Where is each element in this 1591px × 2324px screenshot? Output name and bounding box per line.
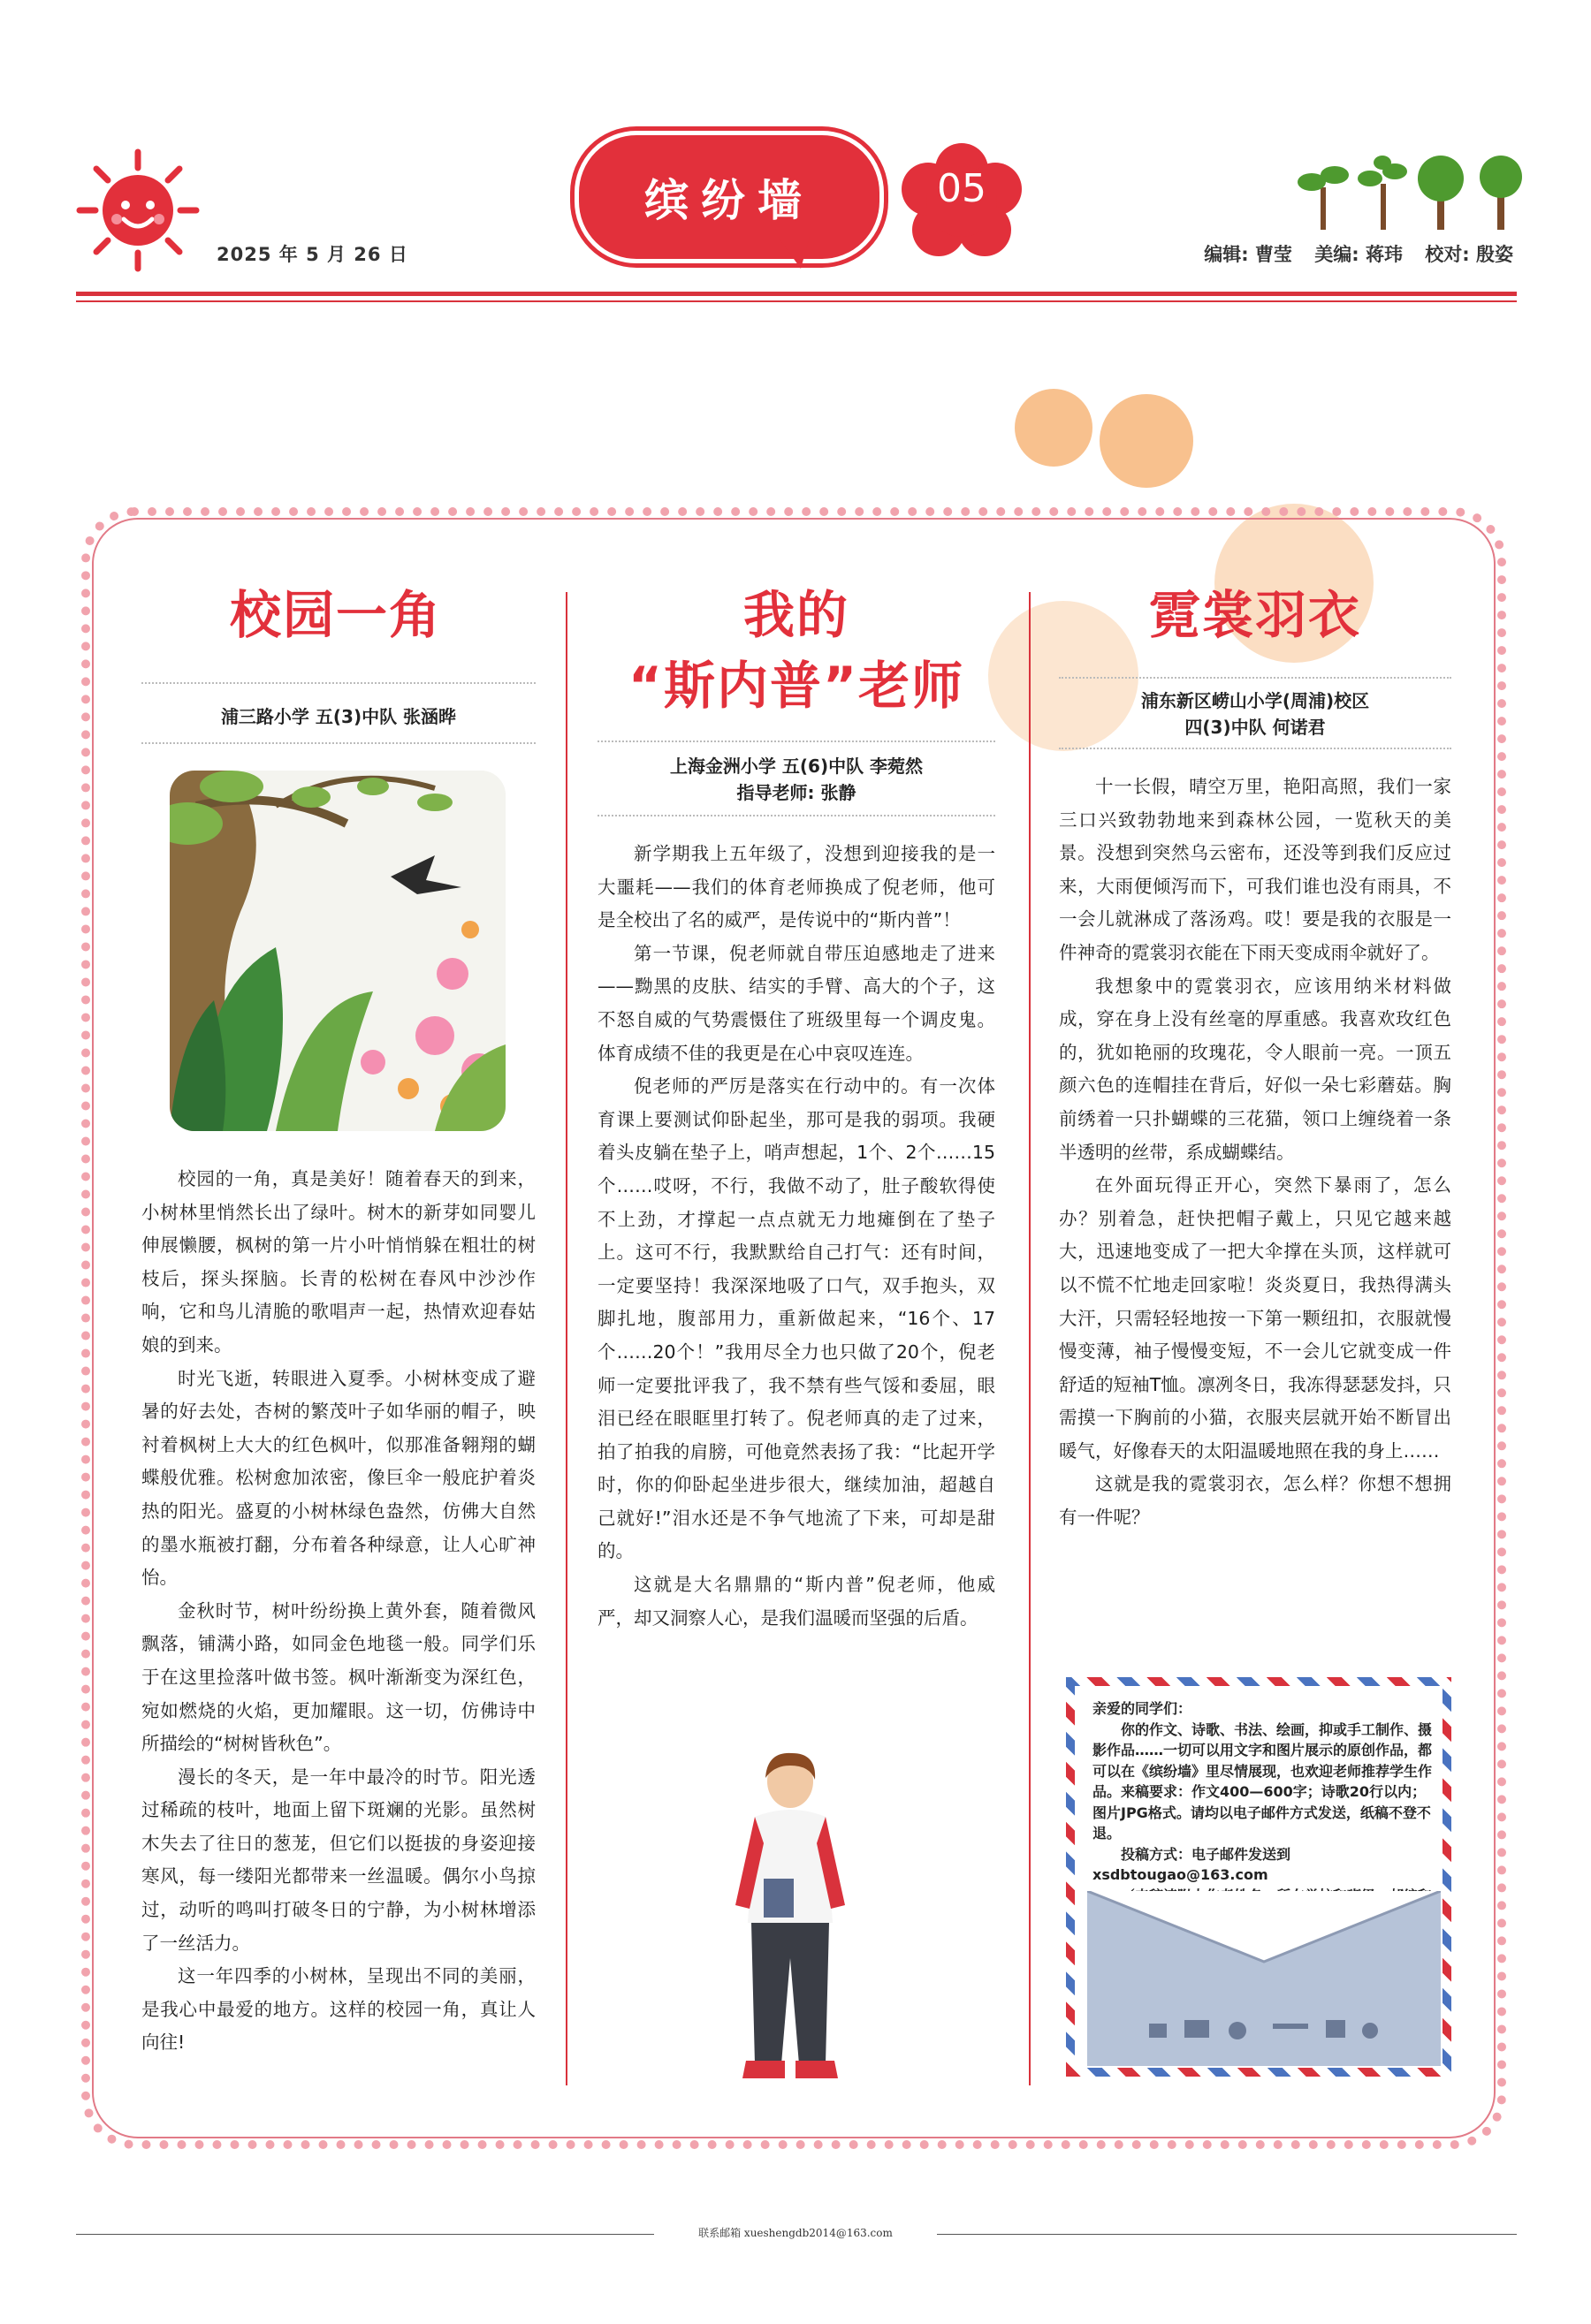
submission-notice <box>1066 1677 1451 2077</box>
column-divider <box>1029 592 1031 2085</box>
column-divider <box>566 592 567 2085</box>
issue-date: 2025 年 5 月 26 日 <box>217 244 408 265</box>
credit-designer: 美编: 蒋玮 <box>1314 244 1403 265</box>
article-title: 霓裳羽衣 <box>1148 585 1361 645</box>
credit-proofreader: 校对: 殷姿 <box>1425 244 1513 265</box>
article-title-line2: “斯内普”老师 <box>628 656 965 716</box>
notice-submission: 投稿方式：电子邮件发送到xsdbtougao@163.com <box>1092 1845 1291 1883</box>
article-author: 浦东新区崂山小学(周浦)校区 <box>1140 690 1370 711</box>
article-paragraph: 十一长假，晴空万里，艳阳高照，我们一家三口兴致勃勃地来到森林公园，一览秋天的美景。没想到突然乌云密布，还没等到我们反应过来，大雨便倾泻而下，可我们谁也没有雨具，不一会儿就淋成了落汤鸡。哎！要是我的衣服是一件神奇的霓裳羽衣能在下雨天变成雨伞就好了。 <box>1059 776 1451 963</box>
spring-illustration <box>170 771 506 1131</box>
article-author: 浦三路小学 五(3)中队 张涵晔 <box>220 706 457 727</box>
page-number: 05 <box>937 166 986 211</box>
article-paragraph: 金秋时节，树叶纷纷换上黄外套，随着微风飘落，铺满小路，如同金色地毯一般。同学们乐于在这里捡落叶做书签。枫叶渐渐变为深红色，宛如燃烧的火焰，更加耀眼。这一切，仿佛诗中所描绘的“树树皆秋色”。 <box>141 1599 536 1755</box>
article-paragraph: 时光飞逝，转眼进入夏季。小树林变成了避暑的好去处，杏树的繁茂叶子如华丽的帽子，映衬着枫树上大大的红色枫叶，似那准备翱翔的蝴蝶般优雅。松树愈加浓密，像巨伞一般庇护着炎热的阳光。盛夏的小树林绿色盎然，仿佛大自然的墨水瓶被打翻，分布着各种绿意，让人心旷神怡。 <box>141 1367 536 1589</box>
contact-email: 联系邮箱 xueshengdb2014@163.com <box>654 2225 937 2240</box>
credit-editor: 编辑: 曹莹 <box>1204 244 1292 265</box>
article-paragraph: 校园的一角，真是美好！随着春天的到来，小树林里悄然长出了绿叶。树木的新芽如同婴儿伸展懒腰，枫树的第一片小叶悄悄躲在粗壮的树枝后，探头探脑。长青的松树在春风中沙沙作响，它和鸟儿清脆的歌唱声一起，热情欢迎春姑娘的到来。 <box>141 1168 536 1356</box>
editor-credits <box>1188 240 1513 267</box>
article-body <box>1059 771 1451 1535</box>
title-divider <box>1059 677 1451 679</box>
article-paragraph: 我想象中的霓裳羽衣，应该用纳米材料做成，穿在身上没有丝毫的厚重感。我喜欢玫红色的，犹如艳丽的玫瑰花，令人眼前一亮。一顶五颜六色的连帽挂在背后，好似一朵七彩蘑菇。胸前绣着一只扑蝴蝶的三花猫，领口上缠绕着一条半透明的丝带，系成蝴蝶结。 <box>1059 975 1451 1163</box>
article-body <box>598 838 995 1635</box>
article-paragraph: 漫长的冬天，是一年中最冷的时节。阳光透过稀疏的枝叶，地面上留下斑斓的光影。虽然树木失去了往日的葱茏，但它们以挺拔的身姿迎接寒风，每一缕阳光都带来一丝温暖。偶尔小鸟掠过，动听的鸣叫打破冬日的宁静，为小树林增添了一丝活力。 <box>141 1766 536 1954</box>
student-illustration <box>728 1746 852 2100</box>
article-paragraph: 这一年四季的小树林，呈现出不同的美丽，是我心中最爱的地方。这样的校园一角，真让人向往! <box>141 1965 536 2054</box>
sun-icon <box>76 148 200 272</box>
article-title: 校园一角 <box>229 585 442 645</box>
title-divider <box>598 740 995 742</box>
article-paragraph: 第一节课，倪老师就自带压迫感地走了进来——黝黑的皮肤、结实的手臂、高大的个子，这不怒自威的气势震慑住了班级里每一个调皮鬼。体育成绩不佳的我更是在心中哀叹连连。 <box>598 942 995 1064</box>
article-paragraph: 这就是我的霓裳羽衣，怎么样？你想不想拥有一件呢？ <box>1059 1473 1451 1529</box>
section-title: 缤纷墙 <box>644 175 814 226</box>
author-divider <box>141 742 536 744</box>
article-paragraph: 在外面玩得正开心，突然下暴雨了，怎么办？别着急，赶快把帽子戴上，只见它越来越大，迅速地变成了一把大伞撑在头顶，这样就可以不慌不忙地走回家啦！炎炎夏日，我热得满头大汗，只需轻轻地按一下第一颗纽扣，衣服就慢慢变薄，袖子慢慢变短，不一会儿它就变成一件舒适的短袖T恤。凛冽冬日，我冻得瑟瑟发抖，只需摸一下胸前的小猫，衣服夹层就开始不断冒出暖气，好像春天的太阳温暖地照在我的身上…… <box>1059 1174 1451 1462</box>
header-rule-thin <box>76 300 1517 302</box>
article-title: 我的 <box>742 585 849 645</box>
title-divider <box>141 682 536 684</box>
notice-body: 你的作文、诗歌、书法、绘画，抑或手工制作、摄影作品……一切可以用文字和图片展示的原创作品，都可以在《缤纷墙》里尽情展现，也欢迎老师推荐学生作品。来稿要求：作文400—600字；诗歌20行以内；图片JPG格式。请均以电子邮件方式发送，纸稿不登不退。 <box>1092 1720 1433 1842</box>
notice-greeting: 亲爱的同学们： <box>1092 1700 1192 1717</box>
speech-tail <box>778 237 810 269</box>
article-class: 四(3)中队 何诺君 <box>1184 717 1326 738</box>
article-advisor: 指导老师: 张静 <box>736 782 856 803</box>
article-paragraph: 新学期我上五年级了，没想到迎接我的是一大噩耗——我们的体育老师换成了倪老师，他可是全校出了名的威严，是传说中的“斯内普”！ <box>598 843 995 931</box>
tree-icons <box>1296 152 1526 232</box>
author-divider <box>1059 748 1451 749</box>
article-paragraph: 倪老师的严厉是落实在行动中的。有一次体育课上要测试仰卧起坐，那可是我的弱项。我硬着头皮躺在垫子上，哨声想起，1个、2个……15个……哎呀，不行，我做不动了，肚子酸软得使不上劲，才撑起一点点就无力地瘫倒在了垫子上。这可不行，我默默给自己打气：还有时间，一定要坚持！我深深地吸了口气，双手抱头，双脚扎地，腹部用力，重新做起来，“16个、17个……20个！”我用尽全力也只做了20个，倪老师一定要批评我了，我不禁有些气馁和委屈，眼泪已经在眼眶里打转了。倪老师真的走了过来，拍了拍我的肩膀，可他竟然表扬了我：“比起开学时，你的仰卧起坐进步很大，继续加油，超越自己就好!”泪水还是不争气地流了下来，可却是甜的。 <box>598 1075 995 1562</box>
decor-circle <box>1100 394 1193 488</box>
header-rule <box>76 292 1517 296</box>
article-paragraph: 这就是大名鼎鼎的“斯内普”倪老师，他威严，却又洞察人心，是我们温暖而坚强的后盾。 <box>598 1574 995 1629</box>
author-divider <box>598 815 995 816</box>
decor-circle <box>1015 389 1092 467</box>
section-title-banner <box>575 131 884 263</box>
envelope-icon <box>1087 1891 1441 2066</box>
article-author: 上海金洲小学 五(6)中队 李菀然 <box>669 756 924 777</box>
article-body <box>141 1163 536 2060</box>
